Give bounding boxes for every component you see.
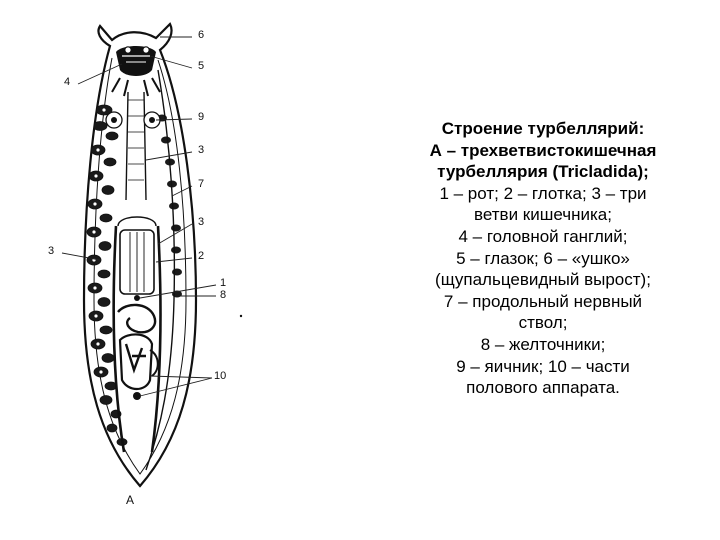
label-3-top: 3 [198,144,205,156]
caption-title-line-3: турбеллярия (Tricladida); [437,162,649,182]
caption-line: 8 – желточники; [480,334,606,354]
caption-title-line-1: Строение турбеллярий: [441,119,645,138]
caption-line: 7 – продольный нервный [443,291,643,311]
caption [390,118,696,399]
label-2: 2 [198,250,205,262]
label-3-left: 3 [48,245,55,257]
label-3-mid: 3 [198,216,205,228]
label-4: 4 [64,76,71,88]
label-8: 8 [220,289,227,301]
label-10: 10 [214,370,227,382]
label-6: 6 [198,29,205,41]
eye-icon [143,47,149,53]
caption-line: 4 – головной ганглий; [458,226,628,246]
eye-icon [125,47,131,53]
caption-line: 1 – рот; 2 – глотка; 3 – три [439,183,647,203]
label-5: 5 [198,60,205,72]
label-1: 1 [220,277,227,289]
caption-line: 9 – яичник; 10 – части [456,356,630,376]
caption-line: ветви кишечника; [474,205,612,225]
label-9: 9 [198,111,205,123]
caption-title-line-2: А – трехветвистокишечная [429,140,657,160]
caption-line: 5 – глазок; 6 – «ушко» [456,248,630,268]
pharynx [118,217,156,301]
caption-line: ствол; [518,313,568,333]
mouth [134,295,140,301]
label-7: 7 [198,178,205,190]
caption-line: (щупальцевидный вырост); [435,270,651,290]
figure-letter: A [126,493,135,507]
caption-line: полового аппарата. [466,378,620,398]
